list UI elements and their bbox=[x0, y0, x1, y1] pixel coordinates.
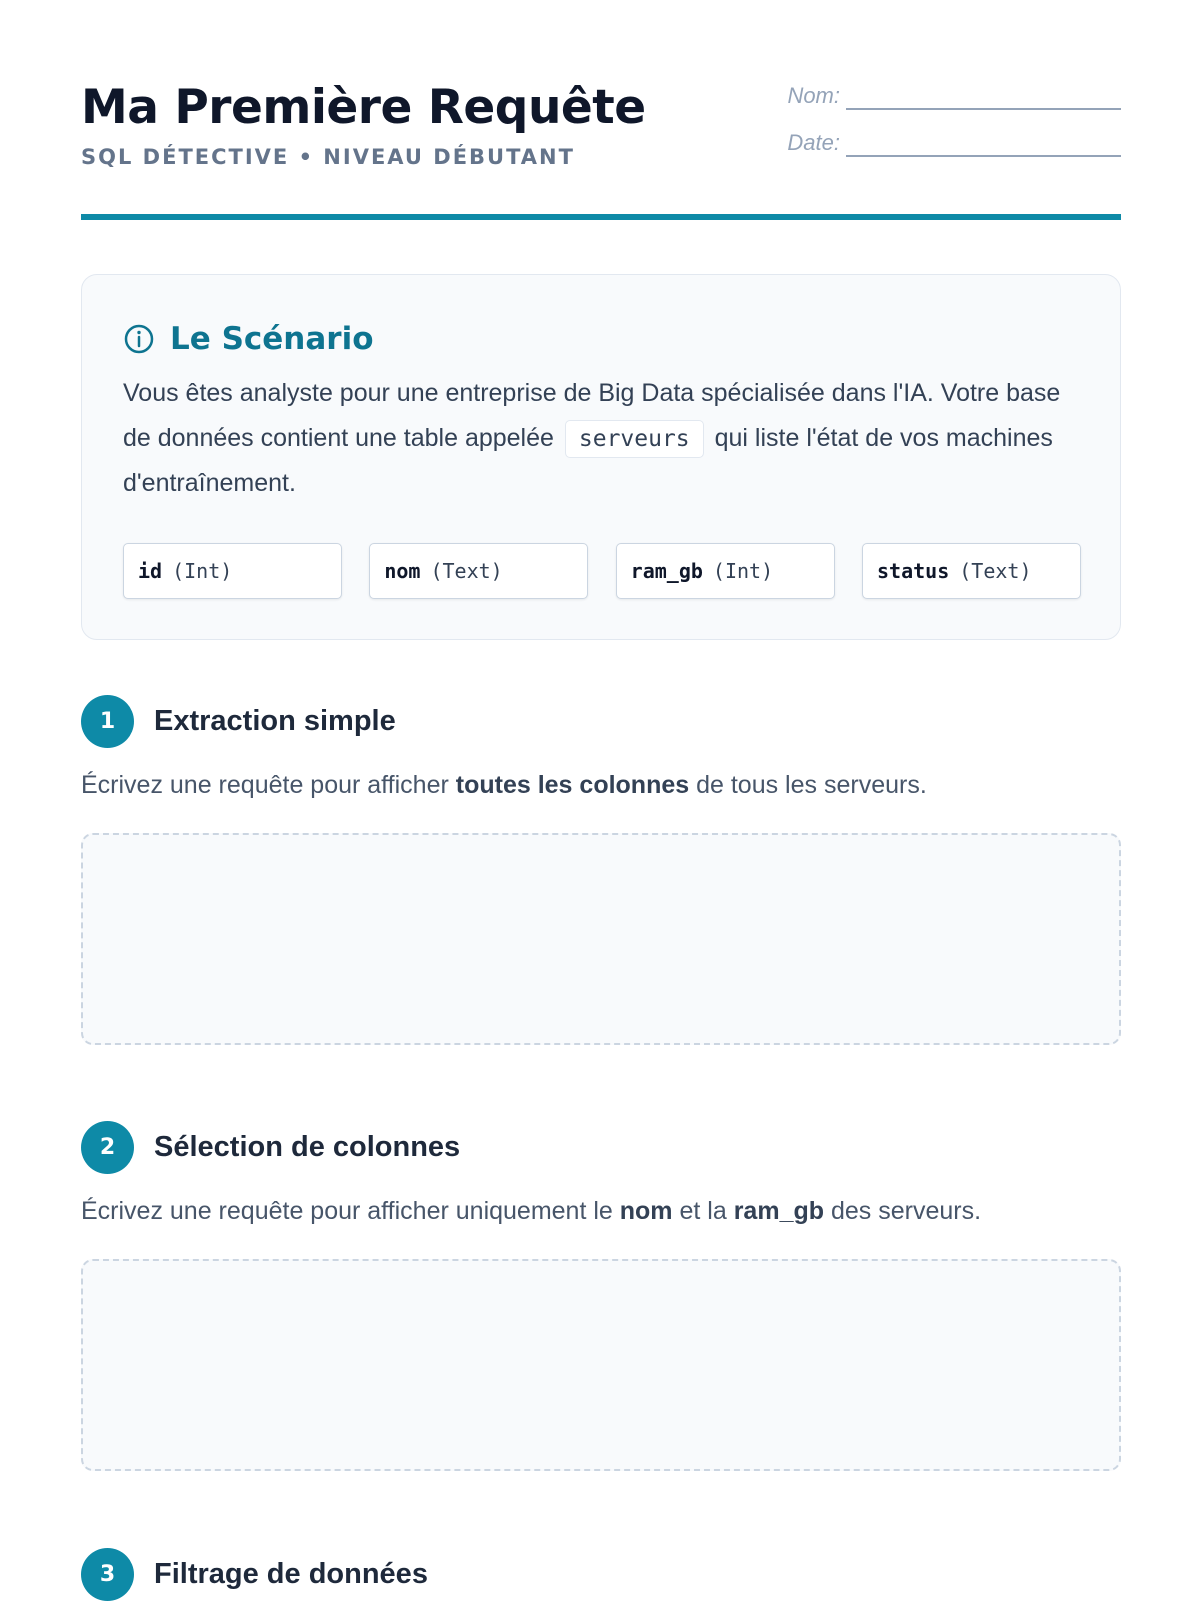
schema-column-status bbox=[862, 543, 1081, 599]
exercise-prompt bbox=[81, 1193, 1121, 1229]
table-schema bbox=[123, 543, 1081, 599]
exercise-2 bbox=[81, 1120, 1121, 1471]
exercise-number-badge: 1 bbox=[81, 695, 134, 748]
name-row bbox=[780, 82, 1121, 110]
prompt-text: des serveurs. bbox=[824, 1197, 982, 1225]
column-type: (Int) bbox=[712, 559, 774, 583]
exercise-1 bbox=[81, 694, 1121, 1045]
scenario-text-after: qui liste l'état de vos machines d'entraînement. bbox=[123, 424, 1053, 497]
worksheet-header bbox=[81, 0, 1121, 220]
answer-box[interactable] bbox=[81, 1259, 1121, 1471]
schema-column-id bbox=[123, 543, 342, 599]
worksheet-page bbox=[81, 0, 1121, 1600]
exercise-heading bbox=[81, 1547, 1121, 1601]
name-label: Nom: bbox=[787, 83, 840, 108]
prompt-text: Écrivez une requête pour afficher uniquement le bbox=[81, 1197, 620, 1225]
column-type: (Int) bbox=[172, 559, 233, 583]
schema-column-nom bbox=[369, 543, 588, 599]
prompt-text: Écrivez une requête pour afficher bbox=[81, 771, 456, 799]
exercise-title: Sélection de colonnes bbox=[154, 1131, 461, 1163]
date-label: Date: bbox=[787, 130, 840, 155]
exercise-title: Filtrage de données bbox=[154, 1558, 428, 1590]
exercise-prompt bbox=[81, 767, 1121, 803]
scenario-text-before: Vous êtes analyste pour une entreprise de Big Data spécialisée dans l'IA. Votre base de données contient une table appelée bbox=[123, 379, 1061, 452]
date-field[interactable] bbox=[846, 131, 1121, 157]
page-title: Ma Première Requête bbox=[81, 80, 646, 135]
exercise-number-badge: 3 bbox=[81, 1548, 134, 1601]
column-name: id bbox=[138, 559, 163, 583]
answer-box[interactable] bbox=[81, 833, 1121, 1045]
exercise-title: Extraction simple bbox=[154, 705, 396, 737]
column-type: (Text) bbox=[430, 559, 503, 583]
scenario-heading bbox=[123, 319, 374, 359]
column-name: status bbox=[876, 559, 950, 583]
info-icon bbox=[123, 323, 155, 355]
exercise-3 bbox=[81, 1547, 1121, 1601]
name-field[interactable] bbox=[846, 84, 1121, 110]
prompt-emphasis: ram_gb bbox=[733, 1197, 825, 1225]
scenario-description bbox=[123, 371, 1083, 506]
prompt-emphasis: nom bbox=[619, 1197, 673, 1225]
schema-column-ram-gb bbox=[616, 543, 835, 599]
page-subtitle: SQL DÉTECTIVE • NIVEAU DÉBUTANT bbox=[81, 145, 575, 169]
scenario-card bbox=[81, 274, 1121, 640]
scenario-title: Le Scénario bbox=[170, 321, 374, 357]
prompt-text: et la bbox=[672, 1197, 734, 1225]
prompt-emphasis: toutes les colonnes bbox=[455, 771, 690, 799]
prompt-text: de tous les serveurs. bbox=[689, 771, 927, 799]
table-name-code: serveurs bbox=[565, 420, 704, 458]
column-name: nom bbox=[384, 559, 421, 583]
student-info bbox=[780, 82, 1121, 176]
date-row bbox=[780, 129, 1121, 157]
exercise-heading bbox=[81, 694, 1121, 748]
exercise-number-badge: 2 bbox=[81, 1121, 134, 1174]
header-divider bbox=[81, 214, 1121, 220]
column-type: (Text) bbox=[959, 559, 1032, 583]
column-name: ram_gb bbox=[630, 559, 703, 583]
exercise-heading bbox=[81, 1120, 1121, 1174]
